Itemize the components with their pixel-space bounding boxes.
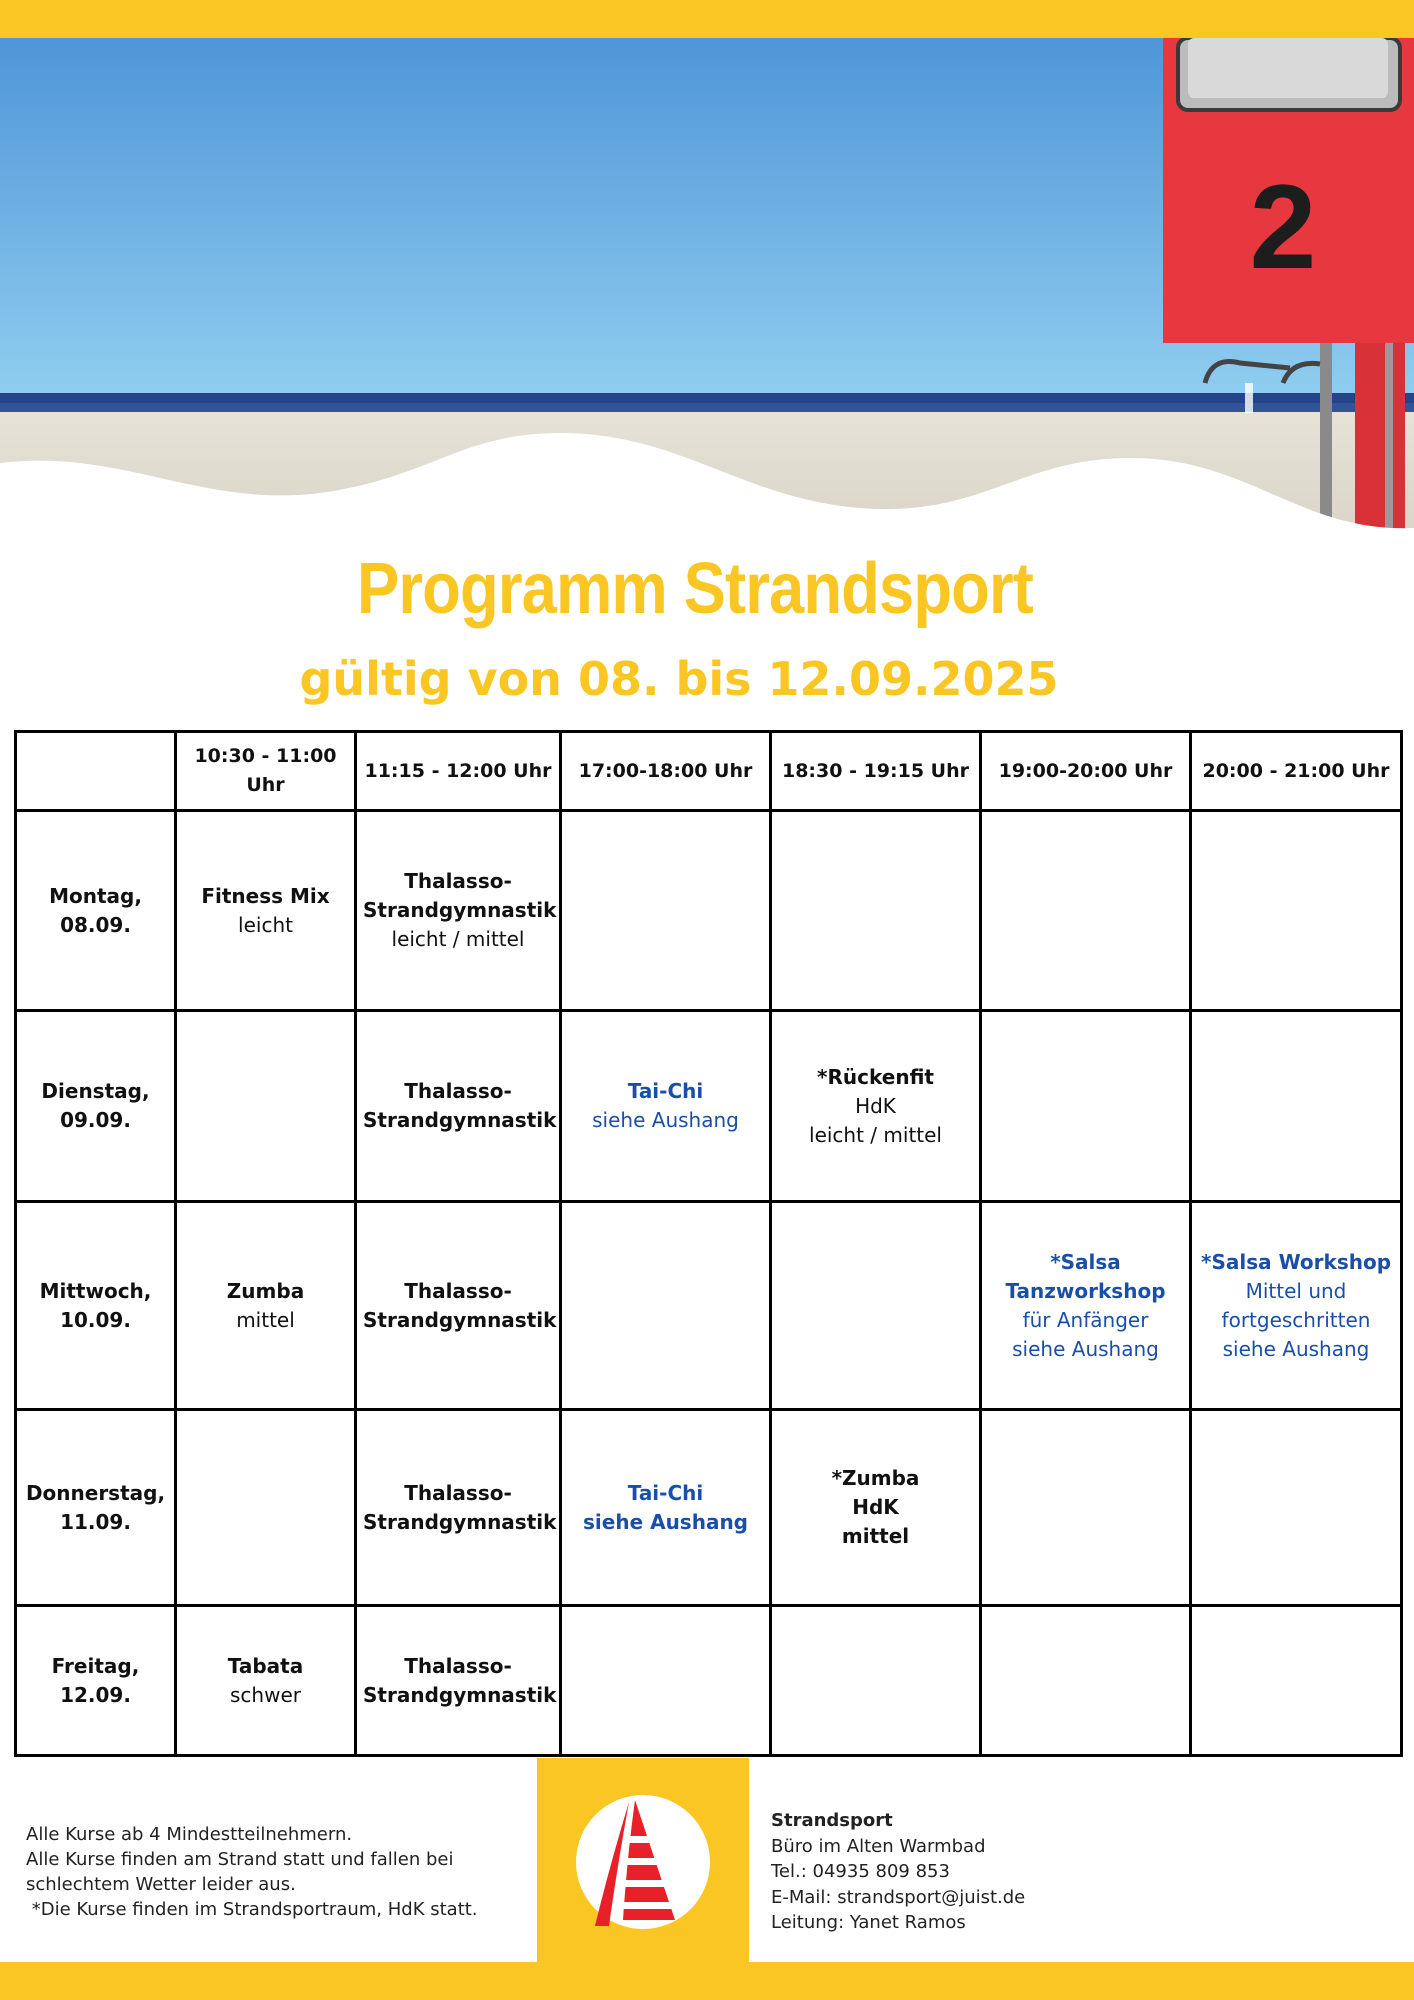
top-accent-bar (0, 0, 1414, 38)
day-date: 08.09. (60, 912, 131, 937)
page-title: Programm Strandsport (357, 549, 1033, 629)
course-title: Thalasso-Strandgymnastik (363, 1278, 557, 1332)
course-cell (981, 1202, 1191, 1410)
time-slot-header: 19:00-20:00 Uhr (981, 732, 1191, 811)
empty-cell (561, 1202, 771, 1410)
contact-name: Strandsport (771, 1810, 893, 1831)
contact-office: Büro im Alten Warmbad (771, 1835, 986, 1857)
time-slot-header: 11:15 - 12:00 Uhr (356, 732, 561, 811)
empty-cell (981, 811, 1191, 1011)
day-cell (16, 1606, 176, 1756)
course-cell (356, 1606, 561, 1756)
course-title: Tai-Chi (627, 1079, 704, 1103)
day-date: 09.09. (60, 1108, 131, 1132)
note-line: *Die Kurse finden im Strandsportraum, HdK statt. (26, 1899, 478, 1920)
empty-cell (771, 1606, 981, 1756)
day-name: Montag, (49, 883, 142, 908)
day-name: Donnerstag, (25, 1480, 166, 1505)
course-cell (561, 1011, 771, 1202)
empty-cell (771, 811, 981, 1011)
day-cell (16, 811, 176, 1011)
empty-cell (771, 1202, 981, 1410)
empty-cell (981, 1606, 1191, 1756)
empty-cell (176, 1410, 356, 1606)
bottom-accent-bar (0, 1962, 1414, 2000)
sailboat-logo-icon (537, 1758, 749, 1962)
logo-box (537, 1758, 749, 1962)
course-title: Thalasso-Strandgymnastik (363, 1480, 557, 1534)
note-line: Alle Kurse finden am Strand statt und fallen bei schlechtem Wetter leider aus. (26, 1849, 454, 1895)
course-detail: siehe Aushang (592, 1108, 739, 1132)
day-name: Dienstag, (41, 1079, 150, 1103)
course-cell (176, 1606, 356, 1756)
table-row (16, 1202, 1402, 1410)
course-cell (1191, 1202, 1402, 1410)
table-row (16, 1011, 1402, 1202)
day-cell (16, 1202, 176, 1410)
course-detail: siehe Aushang (583, 1509, 748, 1534)
time-slot-header: 20:00 - 21:00 Uhr (1191, 732, 1402, 811)
day-date: 10.09. (60, 1307, 131, 1332)
empty-cell (1191, 1606, 1402, 1756)
course-detail: Mittel und fortgeschritten (1221, 1278, 1371, 1332)
note-line: Alle Kurse ab 4 Mindestteilnehmern. (26, 1824, 353, 1845)
course-title: Zumba (226, 1278, 305, 1303)
course-cell (771, 1410, 981, 1606)
table-row (16, 1410, 1402, 1606)
table-row (16, 1606, 1402, 1756)
course-title: *Rückenfit (817, 1064, 934, 1089)
contact-lead: Leitung: Yanet Ramos (771, 1912, 966, 1933)
day-date: 11.09. (60, 1509, 131, 1534)
schedule-table (14, 730, 1403, 1757)
course-title: *Salsa Workshop (1200, 1249, 1392, 1274)
course-title: Tabata (227, 1653, 304, 1678)
course-cell (561, 1410, 771, 1606)
day-date: 12.09. (60, 1682, 131, 1707)
course-detail: mittel (236, 1307, 295, 1332)
page-subtitle: gültig von 08. bis 12.09.2025 (299, 652, 1059, 706)
table-row (16, 811, 1402, 1011)
course-detail: HdK (852, 1495, 899, 1519)
course-detail: siehe Aushang (1222, 1336, 1370, 1361)
time-slot-header: 10:30 - 11:00 Uhr (176, 732, 356, 811)
time-slot-header: 17:00-18:00 Uhr (561, 732, 771, 811)
course-title: Thalasso-Strandgymnastik (363, 869, 557, 922)
table-header-row (16, 732, 1402, 811)
day-name: Freitag, (51, 1653, 140, 1678)
contact-email[interactable]: E-Mail: strandsport@juist.de (771, 1886, 1026, 1908)
course-title: Thalasso-Strandgymnastik (363, 1079, 557, 1132)
beach-photo (0, 38, 1414, 558)
course-cell (176, 811, 356, 1011)
empty-cell (1191, 811, 1402, 1011)
course-cell (176, 1202, 356, 1410)
tower-number: 2 (1249, 160, 1317, 294)
course-detail: leicht / mittel (809, 1122, 942, 1147)
course-detail: für Anfänger (1022, 1307, 1149, 1332)
course-cell (356, 1202, 561, 1410)
day-cell (16, 1011, 176, 1202)
contact-phone[interactable]: Tel.: 04935 809 853 (771, 1861, 950, 1882)
course-detail: leicht / mittel (391, 927, 525, 951)
table-corner-cell (16, 732, 176, 811)
empty-cell (561, 811, 771, 1011)
course-detail: schwer (230, 1682, 301, 1707)
day-cell (16, 1410, 176, 1606)
course-title: Thalasso-Strandgymnastik (363, 1653, 557, 1707)
empty-cell (1191, 1011, 1402, 1202)
course-cell (356, 1410, 561, 1606)
footer-notes (26, 1822, 526, 1922)
course-title: Fitness Mix (201, 883, 330, 908)
empty-cell (981, 1011, 1191, 1202)
course-detail: leicht (238, 912, 293, 937)
course-cell (771, 1011, 981, 1202)
empty-cell (176, 1011, 356, 1202)
time-slot-header: 18:30 - 19:15 Uhr (771, 732, 981, 811)
course-title: Tai-Chi (627, 1480, 704, 1505)
course-title: *Salsa Tanzworkshop (1005, 1249, 1166, 1303)
day-name: Mittwoch, (39, 1278, 152, 1303)
course-detail: siehe Aushang (1012, 1336, 1159, 1361)
course-cell (356, 811, 561, 1011)
contact-info (771, 1808, 1331, 1936)
empty-cell (981, 1410, 1191, 1606)
course-title: *Zumba (831, 1466, 920, 1490)
course-detail: HdK (855, 1093, 896, 1118)
empty-cell (1191, 1410, 1402, 1606)
empty-cell (561, 1606, 771, 1756)
course-detail: mittel (841, 1524, 910, 1548)
course-cell (356, 1011, 561, 1202)
